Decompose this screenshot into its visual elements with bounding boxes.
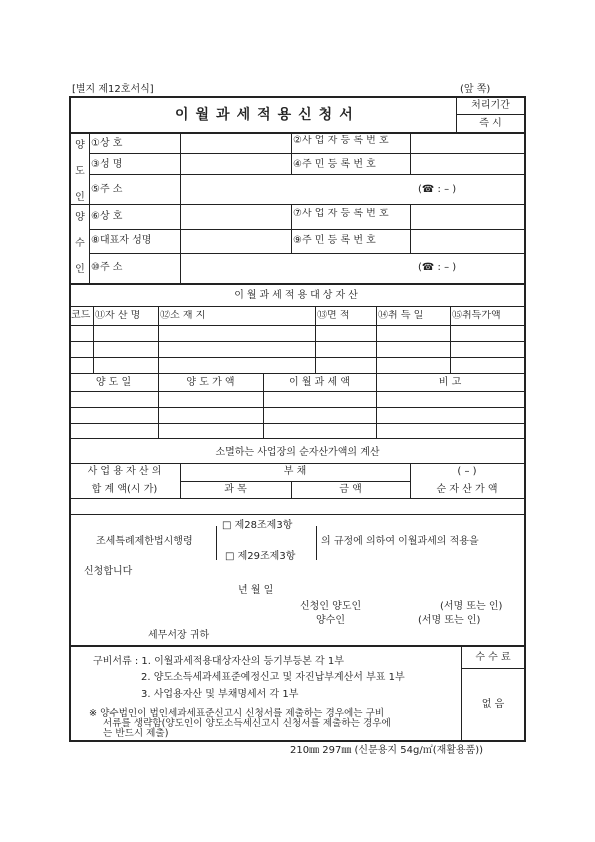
attachment-2: 2. 양도소득세과세표준예정신고 및 자진납부계산서 부표 1부 bbox=[141, 672, 405, 683]
asset-total-line2: 합 계 액(시 가) bbox=[91, 484, 158, 495]
transferor-rrn-label: ④주 민 등 록 번 호 bbox=[293, 159, 376, 170]
asset-total-line1: 사 업 용 자 산 의 bbox=[87, 466, 162, 477]
divider bbox=[89, 153, 525, 154]
attachment-note-1: ※ 양수법인이 법인세과세표준신고시 신청서를 제출하는 경우에는 구비 bbox=[89, 708, 385, 719]
transferor-bizno-label: ②사 업 자 등 록 번 호 bbox=[293, 135, 389, 146]
divider bbox=[376, 306, 377, 374]
transferor-name-label: ①상 호 bbox=[91, 138, 123, 149]
form-title: 이월과세적용신청서 bbox=[175, 107, 360, 123]
tax-office-recipient: 세무서장 귀하 bbox=[148, 630, 210, 641]
amount-label: 금 액 bbox=[339, 484, 362, 495]
date-line: 년 월 일 bbox=[238, 585, 274, 596]
attachment-note-2: 서류를 생략함(양도인이 양도소득세신고시 신청서를 제출하는 경우에 bbox=[103, 718, 391, 729]
col-location: ⑫소 재 지 bbox=[160, 310, 206, 321]
divider bbox=[461, 668, 525, 669]
assets-section-title: 이월과세적용대상자산 bbox=[234, 290, 361, 301]
transferee-name-label: ⑥상 호 bbox=[91, 211, 123, 222]
transferee-address-label: ⑩주 소 bbox=[91, 262, 123, 273]
transferee-group-label: 양수인 bbox=[75, 212, 85, 275]
signature-transferor: (서명 또는 인) bbox=[440, 601, 503, 612]
transferor-group-label: 양도인 bbox=[75, 140, 85, 203]
divider bbox=[410, 133, 411, 175]
col-carryover-tax: 이 월 과 세 액 bbox=[288, 377, 350, 388]
transferor-address-label: ⑤주 소 bbox=[91, 184, 123, 195]
liabilities-label: 부 채 bbox=[283, 466, 307, 477]
transferee-phone: (☎ : – ) bbox=[418, 262, 457, 273]
divider bbox=[69, 204, 526, 205]
apply-text: 신청합니다 bbox=[84, 566, 133, 577]
attachment-note-3: 는 반드시 제출) bbox=[103, 728, 169, 739]
divider bbox=[89, 229, 525, 230]
divider bbox=[69, 306, 526, 307]
divider bbox=[69, 645, 526, 647]
subject-label: 과 목 bbox=[224, 484, 247, 495]
option-article29[interactable]: □ 제29조제3항 bbox=[225, 551, 296, 562]
col-code: 코드 bbox=[71, 310, 91, 321]
divider bbox=[315, 306, 316, 374]
table-row bbox=[69, 373, 526, 374]
divider bbox=[93, 306, 94, 374]
divider bbox=[291, 133, 292, 175]
net-asset-label: 순 자 산 가 액 bbox=[436, 484, 498, 495]
fee-value: 없 음 bbox=[481, 699, 505, 710]
signature-transferee: (서명 또는 인) bbox=[418, 615, 481, 626]
col-transfer-date: 양 도 일 bbox=[95, 377, 132, 388]
option-article28[interactable]: □ 제28조제3항 bbox=[222, 520, 293, 531]
applicant-transferee: 양수인 bbox=[316, 615, 345, 626]
paper-spec: 210㎜ 297㎜ (신문용지 54g/㎡(재활용품)) bbox=[290, 745, 484, 756]
page-side: (앞 쪽) bbox=[460, 84, 491, 95]
col-asset-name: ⑪자 산 명 bbox=[95, 310, 141, 321]
table-row bbox=[69, 357, 526, 358]
divider bbox=[89, 174, 525, 175]
divider bbox=[180, 133, 181, 285]
netvalue-section-title: 소멸하는 사업장의 순자산가액의 계산 bbox=[215, 447, 380, 458]
fee-label: 수 수 료 bbox=[475, 652, 511, 663]
divider bbox=[69, 463, 526, 464]
col-transfer-price: 양 도 가 액 bbox=[186, 377, 235, 388]
transferor-phone: (☎ : – ) bbox=[418, 184, 457, 195]
table-row bbox=[69, 423, 526, 424]
table-row bbox=[69, 407, 526, 408]
transferor-person-label: ③성 명 bbox=[91, 159, 123, 170]
divider bbox=[450, 306, 451, 374]
divider bbox=[89, 133, 90, 285]
col-acquire-price: ⑮취득가액 bbox=[452, 310, 501, 321]
transferee-rrn-label: ⑨주 민 등 록 번 호 bbox=[293, 235, 376, 246]
divider bbox=[291, 205, 292, 253]
liabilities-paren: ( – ) bbox=[457, 466, 477, 477]
processing-value: 즉 시 bbox=[479, 118, 502, 129]
transferee-rep-label: ⑧대표자 성명 bbox=[91, 235, 152, 246]
transferee-bizno-label: ⑦사 업 자 등 록 번 호 bbox=[293, 208, 389, 219]
processing-label: 처리기간 bbox=[471, 100, 510, 111]
table-row bbox=[69, 325, 526, 326]
frame-bottom bbox=[69, 740, 526, 742]
col-acquire-date: ⑭취 득 일 bbox=[378, 310, 424, 321]
divider bbox=[69, 498, 526, 499]
divider bbox=[158, 306, 159, 374]
table-row bbox=[69, 391, 526, 392]
form-number: [별지 제12호서식] bbox=[72, 84, 154, 95]
divider bbox=[89, 253, 525, 254]
clause-text: 의 규정에 의하여 이월과세의 적용을 bbox=[321, 536, 479, 547]
applicant-transferor: 신청인 양도인 bbox=[300, 601, 362, 612]
divider bbox=[410, 205, 411, 253]
divider bbox=[180, 481, 410, 482]
divider bbox=[69, 514, 526, 515]
law-name: 조세특례제한법시행령 bbox=[96, 536, 193, 547]
divider bbox=[69, 283, 526, 285]
attachment-3: 3. 사업용자산 및 부채명세서 각 1부 bbox=[141, 689, 299, 700]
col-remarks: 비 고 bbox=[438, 377, 462, 388]
frame-top bbox=[69, 96, 526, 98]
table-row bbox=[69, 341, 526, 342]
divider bbox=[69, 438, 526, 439]
divider bbox=[69, 132, 526, 134]
attachment-1: 구비서류 : 1. 이월과세적용대상자산의 등기부등본 각 1부 bbox=[93, 656, 344, 667]
divider bbox=[456, 114, 525, 115]
col-area: ⑬면 적 bbox=[317, 310, 350, 321]
